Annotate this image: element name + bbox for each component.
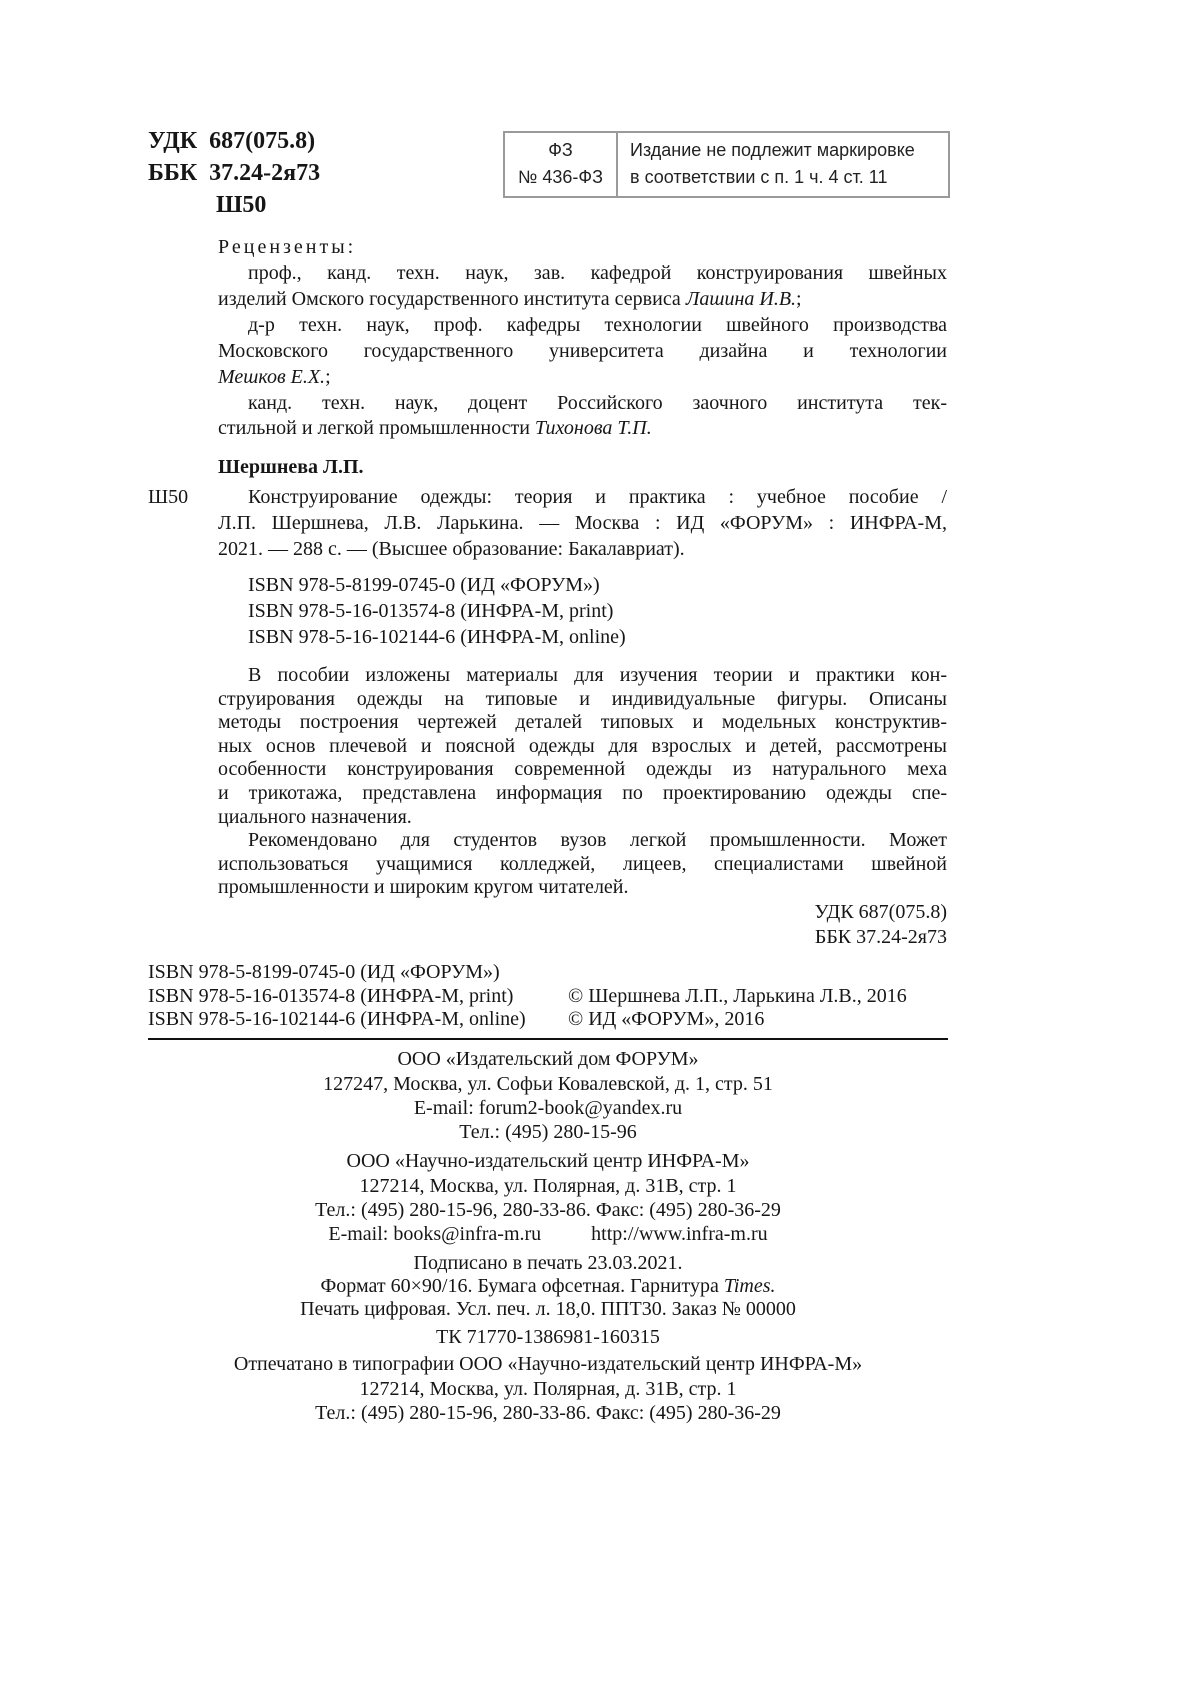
author-mark: Ш50 — [216, 192, 267, 218]
isbn-line: ISBN 978-5-16-102144-6 (ИНФРА-М, online) — [248, 626, 626, 648]
abstract-udk: УДК 687(075.8) — [814, 901, 947, 923]
abstract-line: ных основ плечевой и поясной одежды для взрослых и детей, рассмотрены — [218, 734, 947, 757]
typeface-name: Times. — [723, 1275, 776, 1297]
copyright-notice: © Шершнева Л.П., Ларькина Л.В., 2016 — [568, 984, 907, 1007]
abstract-line: и трикотажа, представлена информация по проектированию одежды спе- — [218, 782, 947, 804]
reviewer-line: д-р техн. наук, проф. кафедры технологии швейного производства — [248, 313, 947, 336]
imprint-line: 127214, Москва, ул. Полярная, д. 31В, стр. 1 — [359, 1175, 737, 1197]
entry-line: 2021. — 288 с. — (Высшее образование: Бакалавриат). — [218, 538, 685, 560]
imprint-line: 127247, Москва, ул. Софьи Ковалевской, д. 1, стр. 51 — [323, 1073, 773, 1095]
imprint-line: Формат 60×90/16. Бумага офсетная. Гарнитура Times. — [320, 1275, 776, 1297]
imprint-line: Тел.: (495) 280-15-96 — [459, 1121, 637, 1143]
imprint-line: Отпечатано в типографии ООО «Научно-издательский центр ИНФРА-М» — [233, 1353, 863, 1375]
reviewer-line: Мешков Е.Х.; — [218, 365, 331, 388]
imprint-line: ООО «Научно-издательский центр ИНФРА-М» — [346, 1150, 750, 1172]
classification-block — [148, 125, 320, 221]
imprint-line: ООО «Издательский дом ФОРУМ» — [397, 1048, 699, 1070]
labeling-note: Издание не подлежит маркировке в соответствии с п. 1 ч. 4 ст. 11 — [630, 140, 915, 187]
imprint-line: Тел.: (495) 280-15-96, 280-33-86. Факс: (495) 280-36-29 — [315, 1402, 781, 1424]
divider — [148, 1038, 948, 1040]
entry-mark: Ш50 — [148, 486, 189, 508]
imprint-line: Подписано в печать 23.03.2021. — [413, 1252, 683, 1274]
abstract-line: методы построения чертежей деталей типовых и модельных конструктив- — [218, 711, 947, 734]
udk-line: УДК 687(075.8) — [148, 128, 316, 154]
reviewer-line: стильной и легкой промышленности Тихонова Т.П. — [218, 417, 652, 440]
abstract-line: промышленности и широким кругом читателей. — [218, 876, 629, 899]
abstract-line: особенности конструирования современной одежды из натурального меха — [218, 758, 947, 781]
imprint-line: Тел.: (495) 280-15-96, 280-33-86. Факс: (495) 280-36-29 — [315, 1199, 781, 1221]
copyright-isbn: ISBN 978-5-16-013574-8 (ИНФРА-М, print) — [148, 984, 514, 1007]
abstract-line: циального назначения. — [218, 805, 412, 828]
imprint-line: 127214, Москва, ул. Полярная, д. 31В, стр. 1 — [359, 1378, 737, 1400]
isbn-line: ISBN 978-5-16-013574-8 (ИНФРА-М, print) — [248, 600, 614, 622]
reviewer-line: канд. техн. наук, доцент Российского заочного института тек- — [248, 391, 947, 414]
bbk-line: ББК 37.24-2я73 — [148, 160, 321, 186]
copyright-isbn: ISBN 978-5-8199-0745-0 (ИД «ФОРУМ») — [148, 961, 500, 983]
law-reference: ФЗ № 436-ФЗ — [505, 133, 618, 196]
isbn-line: ISBN 978-5-8199-0745-0 (ИД «ФОРУМ») — [248, 574, 600, 596]
reviewer-line: проф., канд. техн. наук, зав. кафедрой конструирования швейных — [248, 262, 947, 284]
entry-line: Конструирование одежды: теория и практика : учебное пособие / — [248, 486, 947, 508]
abstract-bbk: ББК 37.24-2я73 — [814, 926, 947, 948]
abstract-line: Рекомендовано для студентов вузов легкой промышленности. Может — [248, 829, 947, 852]
age-label-box — [503, 131, 950, 198]
reviewer-line: Московского государственного университета дизайна и технологии — [218, 339, 947, 362]
copyright-isbn: ISBN 978-5-16-102144-6 (ИНФРА-М, online) — [148, 1008, 526, 1030]
abstract-line: струирования одежды на типовые и индивидуальные фигуры. Описаны — [218, 687, 947, 710]
name-italic: Лашина И.В. — [685, 287, 797, 310]
copyright-notice: © ИД «ФОРУМ», 2016 — [568, 1008, 765, 1030]
imprint-line: E-mail: books@infra-m.ru http://www.infra-m.ru — [328, 1223, 768, 1245]
imprint-line: ТК 71770-1386981-160315 — [436, 1326, 660, 1348]
name-italic: Тихонова Т.П. — [534, 417, 652, 440]
entry-author: Шершнева Л.П. — [218, 456, 364, 478]
reviewers-heading: Рецензенты: — [218, 236, 357, 258]
name-italic: Мешков Е.Х. — [218, 365, 326, 388]
imprint-line: E-mail: forum2-book@yandex.ru — [413, 1097, 683, 1119]
reviewer-line: изделий Омского государственного института сервиса Лашина И.В.; — [218, 287, 802, 310]
abstract-line: В пособии изложены материалы для изучения теории и практики кон- — [248, 664, 947, 686]
entry-line: Л.П. Шершнева, Л.В. Ларькина. — Москва : ИД «ФОРУМ» : ИНФРА-М, — [218, 512, 947, 534]
imprint-line: Печать цифровая. Усл. печ. л. 18,0. ППТ30. Заказ № 00000 — [300, 1298, 796, 1320]
abstract-line: использоваться учащимися колледжей, лицеев, специалистами швейной — [218, 852, 947, 875]
